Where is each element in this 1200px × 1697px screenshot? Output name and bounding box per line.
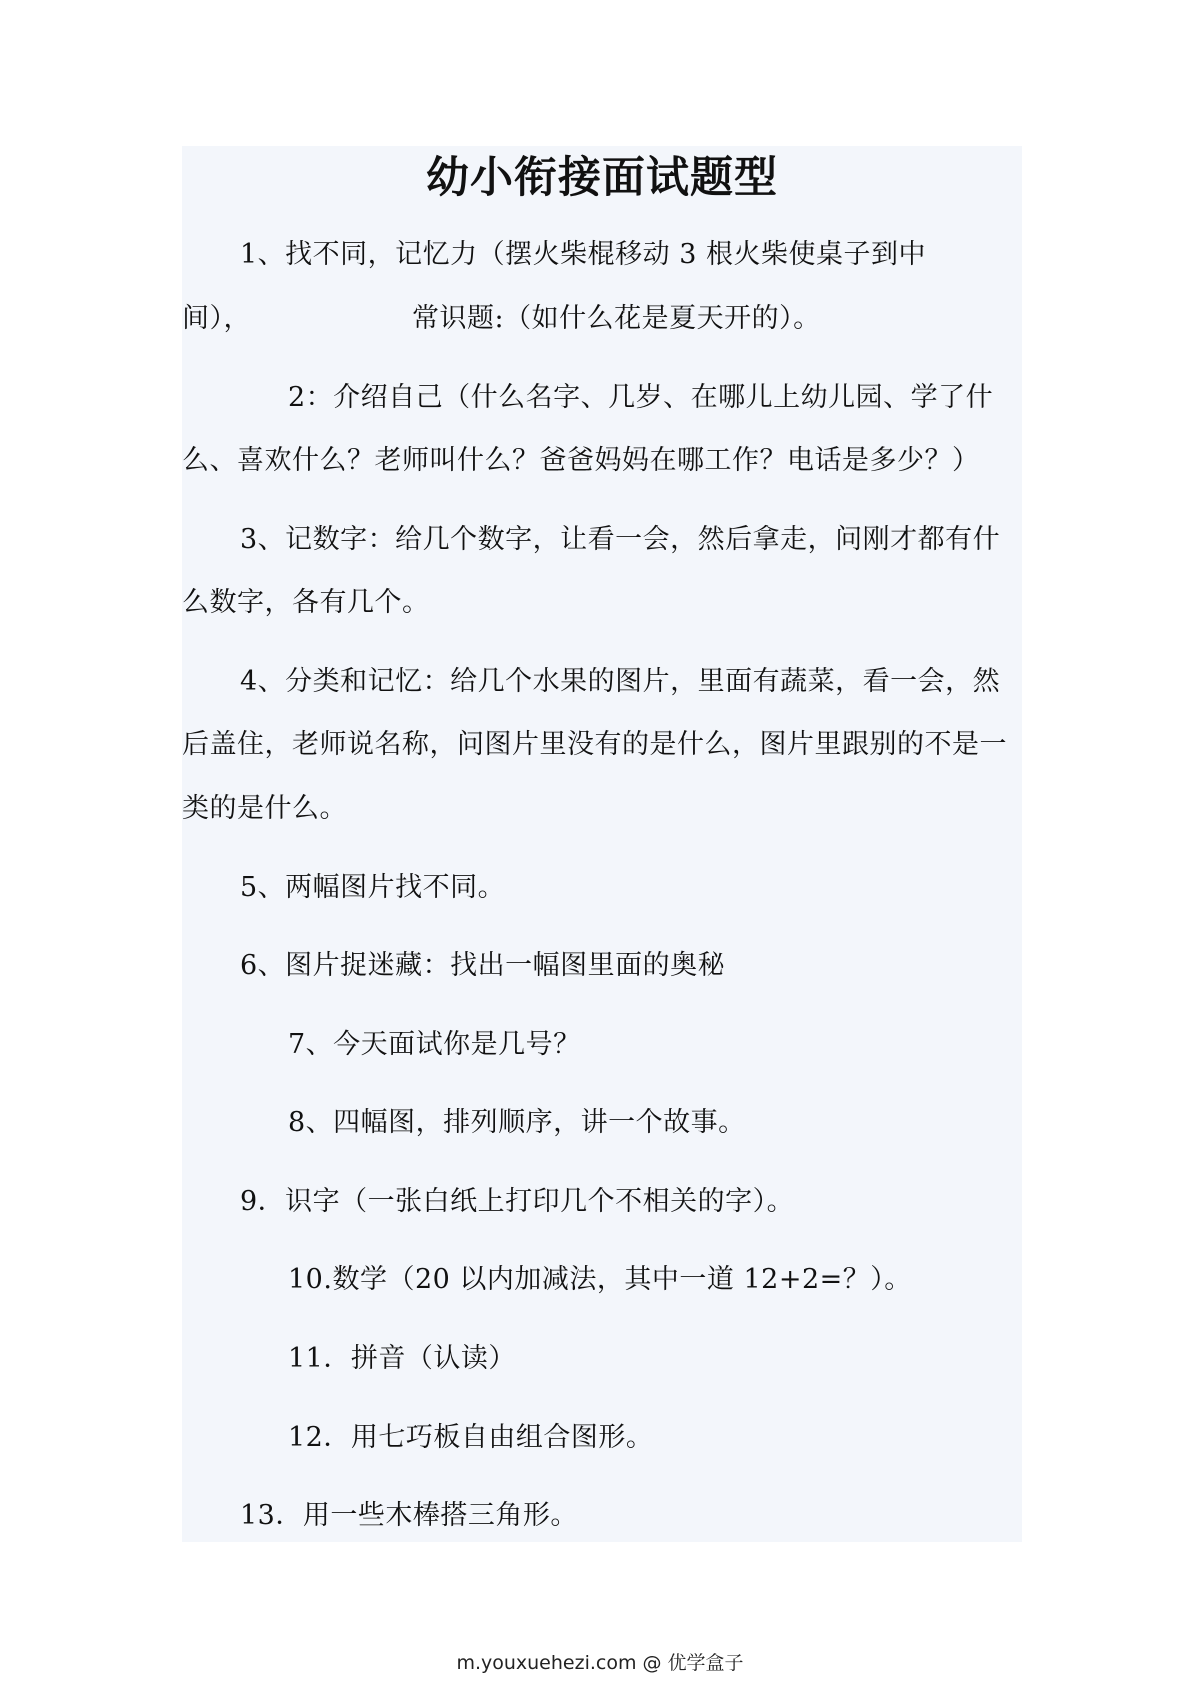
- item-4-line-2: 后盖住，老师说名称，问图片里没有的是什么，图片里跟别的不是一: [182, 729, 1007, 760]
- item-6: 6、图片捉迷藏：找出一幅图里面的奥秘: [240, 950, 726, 981]
- item-1-line-1: 1、找不同，记忆力（摆火柴棍移动 3 根火柴使桌子到中: [240, 239, 927, 270]
- item-13: 13．用一些木棒搭三角形。: [240, 1500, 578, 1531]
- item-12: 12．用七巧板自由组合图形。: [288, 1422, 654, 1453]
- item-11: 11．拼音（认读）: [288, 1343, 516, 1374]
- item-10: 10.数学（20 以内加减法，其中一道 12+2=？）。: [288, 1264, 912, 1295]
- item-7: 7、今天面试你是几号？: [288, 1029, 581, 1060]
- item-3-line-1: 3、记数字：给几个数字，让看一会，然后拿走，问刚才都有什: [240, 524, 1001, 555]
- item-9: 9．识字（一张白纸上打印几个不相关的字）。: [240, 1186, 795, 1217]
- document-panel: [182, 146, 1022, 1542]
- footer-watermark: m.youxuehezi.com @ 优学盒子: [456, 1652, 744, 1674]
- document-title: 幼小衔接面试题型: [426, 153, 778, 203]
- item-3-line-2: 么数字，各有几个。: [182, 587, 430, 618]
- item-1-line-2-continued: 常识题:（如什么花是夏天开的）。: [412, 303, 821, 334]
- item-1-line-2: 间），: [182, 303, 251, 334]
- item-4-line-1: 4、分类和记忆：给几个水果的图片，里面有蔬菜，看一会，然: [240, 666, 1001, 697]
- item-5: 5、两幅图片找不同。: [240, 872, 506, 903]
- item-2-line-2: 么、喜欢什么？老师叫什么？爸爸妈妈在哪工作？电话是多少？）: [182, 445, 980, 476]
- item-2-line-1: 2：介绍自己（什么名字、几岁、在哪儿上幼儿园、学了什: [288, 382, 994, 413]
- item-4-line-3: 类的是什么。: [182, 793, 347, 824]
- item-8: 8、四幅图，排列顺序，讲一个故事。: [288, 1107, 746, 1138]
